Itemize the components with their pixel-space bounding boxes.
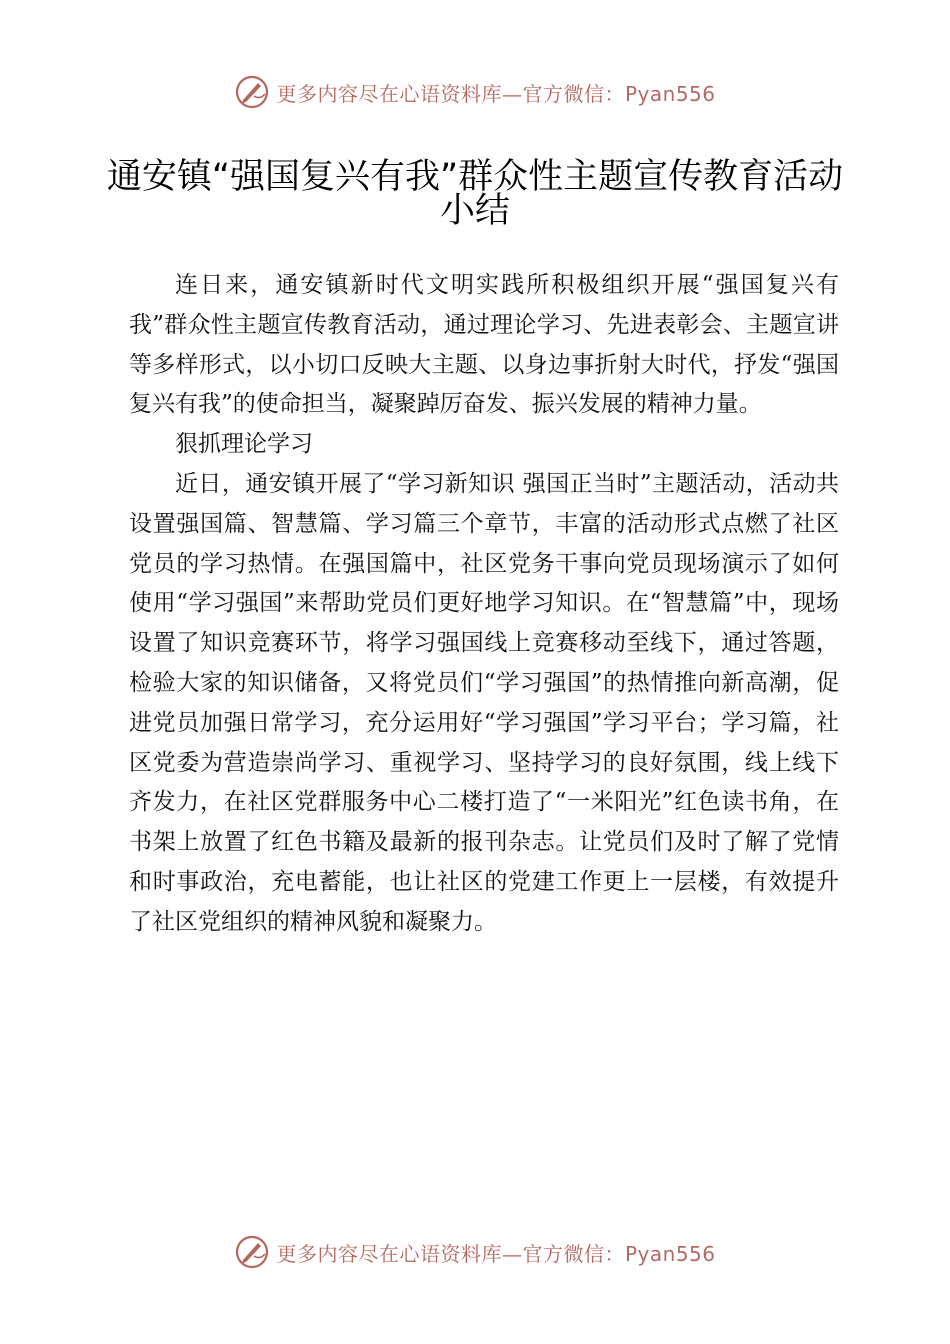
document-body — [129, 266, 839, 943]
watermark-text: 更多内容尽在心语资料库—官方微信： — [276, 81, 625, 106]
watermark-text: 更多内容尽在心语资料库—官方微信： — [276, 1241, 625, 1266]
watermark-wechat: Pyan556 — [624, 1241, 716, 1266]
watermark-banner-top — [0, 72, 950, 112]
watermark-wechat: Pyan556 — [624, 81, 716, 106]
watermark-banner-bottom — [0, 1232, 950, 1272]
section-heading: 狠抓理论学习 — [175, 431, 313, 458]
document-title: 通安镇“强国复兴有我”群众性主题宣传教育活动小结 — [106, 157, 844, 231]
pen-circle-logo-icon — [234, 74, 270, 110]
intro-paragraph: 连日来，通安镇新时代文明实践所积极组织开展“强国复兴有我”群众性主题宣传教育活动，通过理论学习、先进表彰会、主题宣讲等多样形式，以小切口反映大主题、以身边事折射大时代，抒发“强国复兴有我”的使命担当，凝聚踔厉奋发、振兴发展的精神力量。 — [129, 272, 839, 418]
section-paragraph: 近日，通安镇开展了“学习新知识 强国正当时”主题活动，活动共设置强国篇、智慧篇、学习篇三个章节，丰富的活动形式点燃了社区党员的学习热情。在强国篇中，社区党务干事向党员现场演示了如何使用“学习强国”来帮助党员们更好地学习知识。在“智慧篇”中，现场设置了知识竞赛环节，将学习强国线上竞赛移动至线下，通过答题，检验大家的知识储备，又将党员们“学习强国”的热情推向新高潮，促进党员加强日常学习，充分运用好“学习强国”学习平台；学习篇，社区党委为营造崇尚学习、重视学习、坚持学习的良好氛围，线上线下齐发力，在社区党群服务中心二楼打造了“一米阳光”红色读书角，在书架上放置了红色书籍及最新的报刊杂志。让党员们及时了解了党情和时事政治，充电蓄能，也让社区的党建工作更上一层楼，有效提升了社区党组织的精神风貌和凝聚力。 — [129, 470, 839, 935]
pen-circle-logo-icon — [234, 1234, 270, 1270]
